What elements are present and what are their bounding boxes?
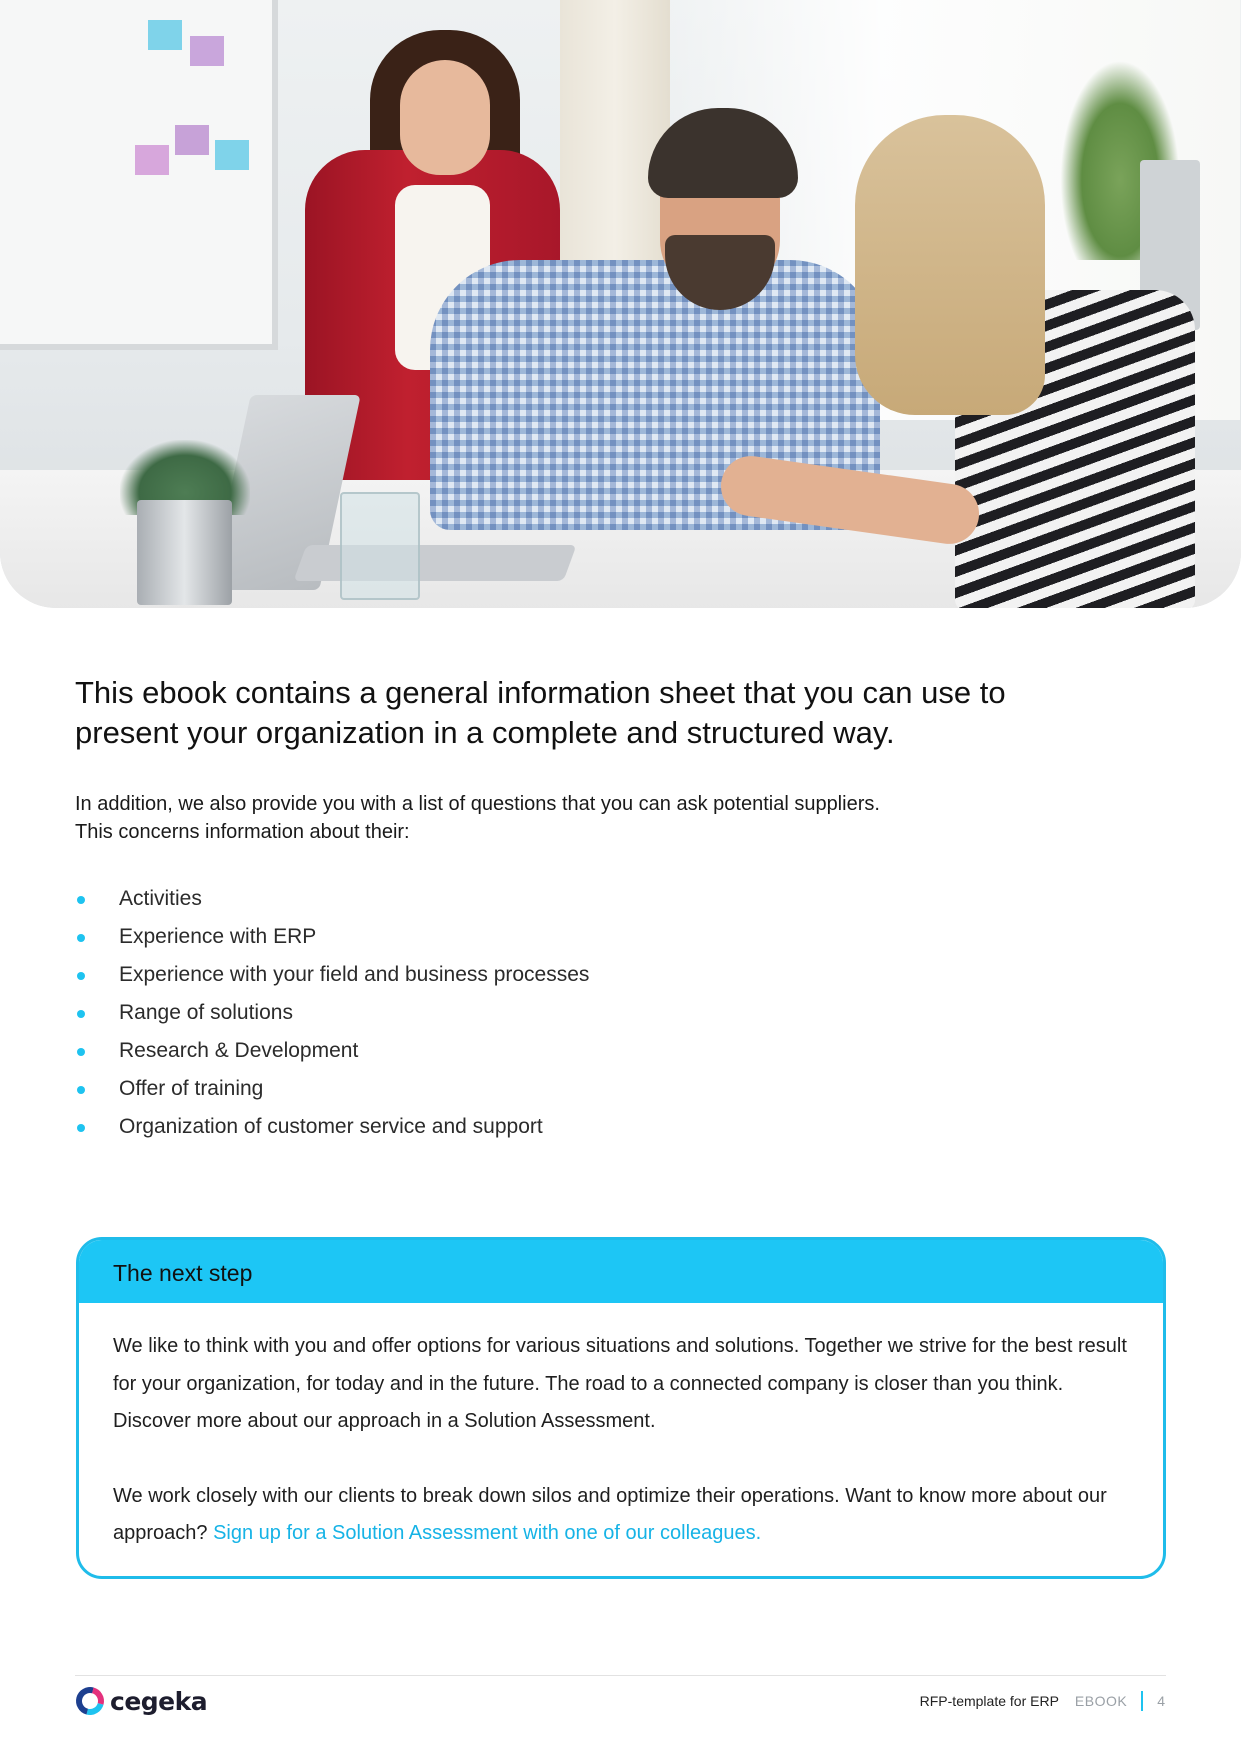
hero-photo (0, 0, 1241, 608)
intro-heading: This ebook contains a general information sheet that you can use to present your organization in a complete and structured way. (75, 675, 1006, 750)
next-step-paragraph-1: We like to think with you and offer options for various situations and solutions. Together we strive for the best result for your organization, for today and in the future. The road to a connected company is closer than you think. Discover more about our approach in a Solution Assessment. (113, 1335, 1127, 1432)
list-item-label: Experience with your field and business processes (119, 963, 590, 986)
page-number: 4 (1157, 1693, 1165, 1709)
list-item (75, 994, 975, 1032)
list-item-label: Experience with ERP (119, 925, 317, 948)
next-step-title: The next step (79, 1240, 1163, 1303)
list-item-label: Offer of training (119, 1077, 264, 1100)
list-item (75, 918, 975, 956)
list-item (75, 956, 975, 994)
bullet-dot-icon (77, 1086, 85, 1094)
next-step-box (76, 1237, 1166, 1579)
next-step-body (79, 1303, 1163, 1553)
solution-assessment-link[interactable]: Sign up for a Solution Assessment with one of our colleagues. (213, 1522, 762, 1544)
bullet-dot-icon (77, 1010, 85, 1018)
footer-meta (920, 1690, 1165, 1712)
footer-doc-type: EBOOK (1074, 1693, 1128, 1709)
list-item (75, 1032, 975, 1070)
list-item (75, 1108, 975, 1146)
footer-divider (75, 1675, 1166, 1676)
next-step-paragraph-2 (113, 1478, 1129, 1553)
list-item (75, 880, 975, 918)
bullet-dot-icon (77, 934, 85, 942)
cegeka-logo-icon (74, 1685, 106, 1717)
bullet-dot-icon (77, 1124, 85, 1132)
supplier-topics-list (75, 880, 975, 1146)
whiteboard-illustration (0, 0, 278, 350)
list-item-label: Organization of customer service and support (119, 1115, 543, 1138)
bullet-dot-icon (77, 1048, 85, 1056)
bullet-dot-icon (77, 972, 85, 980)
list-item-label: Activities (119, 887, 202, 910)
logo-text: cegeka (110, 1686, 208, 1716)
footer-doc-title: RFP-template for ERP (919, 1693, 1059, 1709)
intro-paragraph: In addition, we also provide you with a list of questions that you can ask potential suppliers. This concerns information about their: (75, 793, 880, 843)
list-item (75, 1070, 975, 1108)
list-item-label: Range of solutions (119, 1001, 293, 1024)
footer-separator (1141, 1691, 1143, 1711)
bullet-dot-icon (77, 896, 85, 904)
cegeka-logo (74, 1683, 207, 1719)
next-step-paragraph-2-text: We work closely with our clients to break down silos and optimize their operations. Want to know more about our approach? (113, 1484, 1107, 1544)
list-item-label: Research & Development (119, 1039, 359, 1062)
